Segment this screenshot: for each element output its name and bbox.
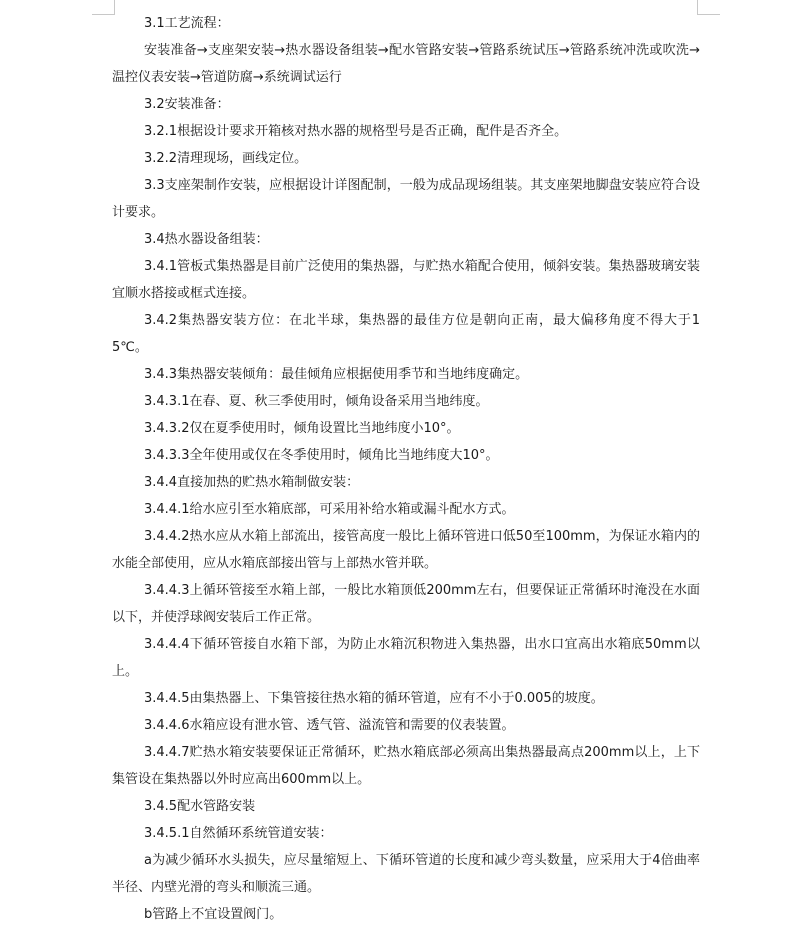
paragraph-3-4-5: 3.4.5配水管路安装 [144, 799, 256, 814]
paragraph-3-4-heading: 3.4热水器设备组装： [144, 232, 269, 247]
paragraph-3-3: 3.3支座架制作安装，应根据设计详图配制，一般为成品现场组装。其支座架地脚盘安装应符合设计要求。 [112, 178, 700, 220]
paragraph-3-4-3-2: 3.4.3.2仅在夏季使用时，倾角设置比当地纬度小10°。 [144, 421, 460, 436]
margin-corner-mark-right [697, 0, 720, 15]
paragraph-3-4-4-6: 3.4.4.6水箱应设有泄水管、透气管、溢流管和需要的仪表装置。 [144, 718, 515, 733]
paragraph-3-2-1: 3.2.1根据设计要求开箱核对热水器的规格型号是否正确，配件是否齐全。 [144, 124, 568, 139]
paragraph-3-4-3: 3.4.3集热器安装倾角：最佳倾角应根据使用季节和当地纬度确定。 [144, 367, 529, 382]
paragraph-3-4-1: 3.4.1管板式集热器是目前广泛使用的集热器，与贮热水箱配合使用，倾斜安装。集热器玻璃安装宜顺水搭接或框式连接。 [112, 259, 700, 301]
paragraph-3-4-4-4: 3.4.4.4下循环管接自水箱下部，为防止水箱沉积物进入集热器，出水口宜高出水箱底50mm以上。 [112, 637, 700, 679]
paragraph-3-4-4-2: 3.4.4.2热水应从水箱上部流出，接管高度一般比上循环管进口低50至100mm，为保证水箱内的水能全部使用，应从水箱底部接出管与上部热水管并联。 [112, 529, 700, 571]
paragraph-3-4-2: 3.4.2集热器安装方位：在北半球，集热器的最佳方位是朝向正南，最大偏移角度不得大于15℃。 [112, 313, 700, 355]
paragraph-3-4-4-7: 3.4.4.7贮热水箱安装要保证正常循环，贮热水箱底部必须高出集热器最高点200mm以上，上下集管设在集热器以外时应高出600mm以上。 [112, 745, 700, 787]
paragraph-3-1-heading: 3.1工艺流程： [144, 16, 230, 31]
document-body [112, 10, 700, 928]
paragraph-3-4-4: 3.4.4直接加热的贮热水箱制做安装： [144, 475, 360, 490]
paragraph-3-2-2: 3.2.2清理现场，画线定位。 [144, 151, 308, 166]
paragraph-item-a: a为减少循环水头损失，应尽量缩短上、下循环管道的长度和减少弯头数量，应采用大于4倍曲率半径、内壁光滑的弯头和顺流三通。 [112, 853, 700, 895]
paragraph-item-b: b管路上不宜设置阀门。 [144, 907, 283, 922]
paragraph-3-4-4-5: 3.4.4.5由集热器上、下集管接往热水箱的循环管道，应有不小于0.005的坡度。 [144, 691, 604, 706]
paragraph-3-4-3-3: 3.4.3.3全年使用或仅在冬季使用时，倾角比当地纬度大10°。 [144, 448, 499, 463]
paragraph-3-4-5-1: 3.4.5.1自然循环系统管道安装： [144, 826, 333, 841]
paragraph-3-4-4-1: 3.4.4.1给水应引至水箱底部，可采用补给水箱或漏斗配水方式。 [144, 502, 515, 517]
paragraph-3-4-4-3: 3.4.4.3上循环管接至水箱上部，一般比水箱顶低200mm左右，但要保证正常循环时淹没在水面以下，并使浮球阀安装后工作正常。 [112, 583, 700, 625]
paragraph-3-2-heading: 3.2安装准备： [144, 97, 230, 112]
paragraph-3-4-3-1: 3.4.3.1在春、夏、秋三季使用时，倾角设备采用当地纬度。 [144, 394, 489, 409]
paragraph-process-flow: 安装准备→支座架安装→热水器设备组装→配水管路安装→管路系统试压→管路系统冲洗或吹洗→温控仪表安装→管道防腐→系统调试运行 [112, 43, 700, 85]
